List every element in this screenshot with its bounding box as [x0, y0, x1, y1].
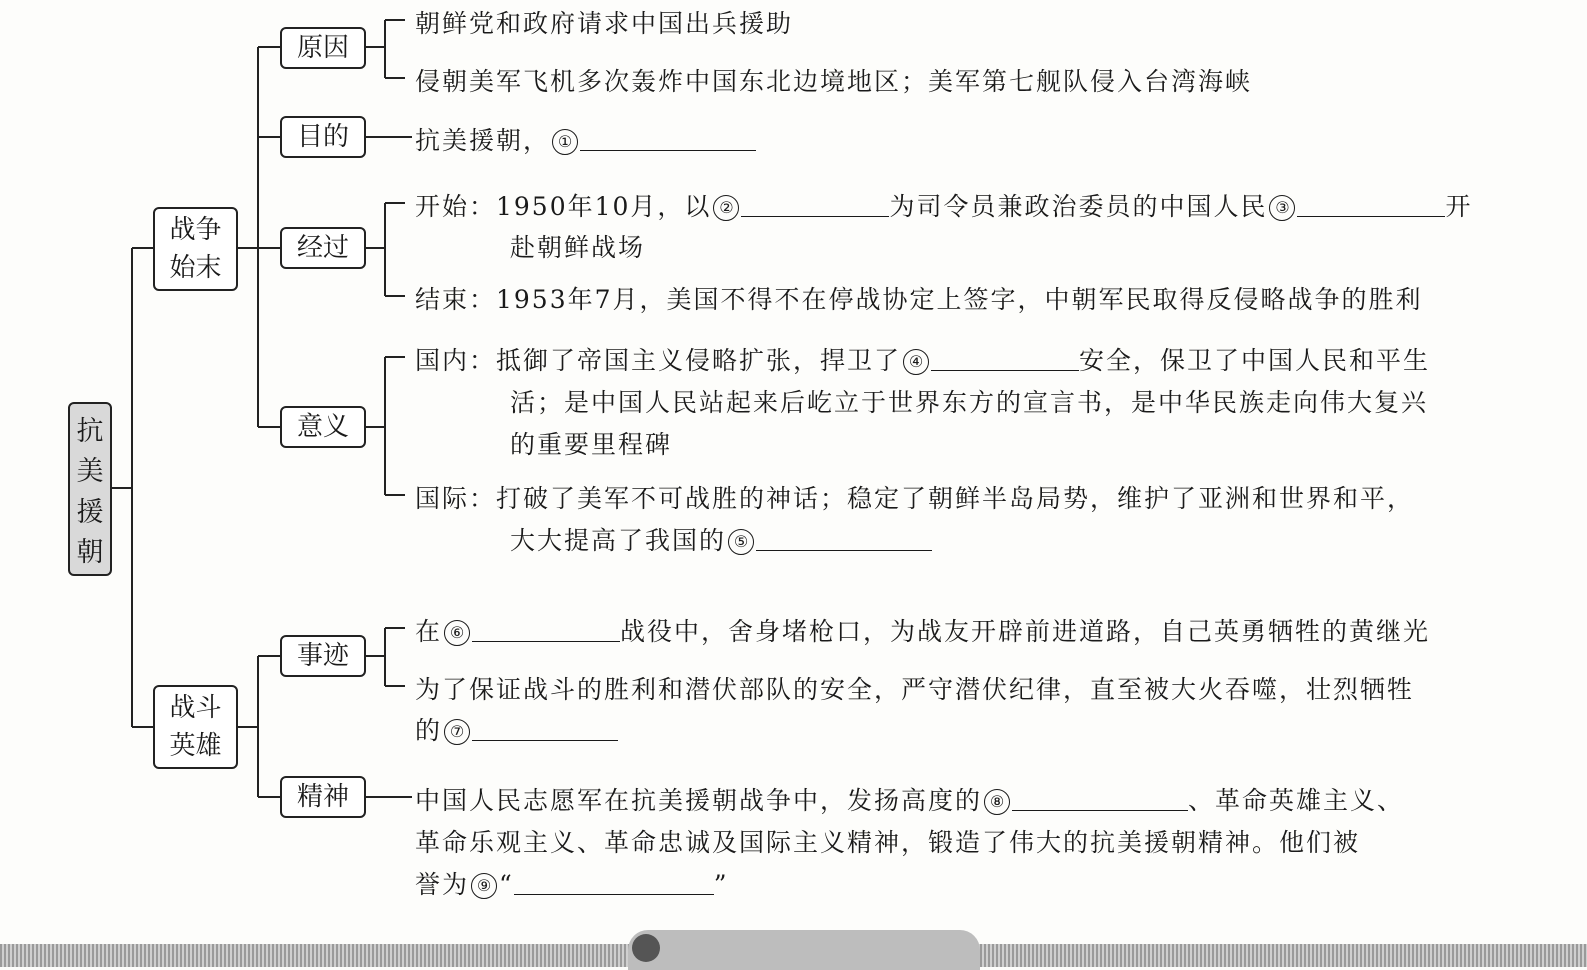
domestic-text-b: 安全，保卫了中国人民和平生: [1079, 346, 1431, 375]
footer-section-tab: [628, 930, 980, 970]
cause-line-1: 朝鲜党和政府请求中国出兵援助: [415, 9, 794, 38]
root-char: 朝: [76, 537, 104, 569]
blank-5[interactable]: [756, 528, 932, 551]
purpose-text: 抗美援朝，: [415, 126, 551, 155]
root-char: 抗: [76, 415, 104, 447]
spirit-line-2: 革命乐观主义、革命忠诚及国际主义精神，锻造了伟大的抗美援朝精神。他们被: [415, 828, 1361, 857]
international-line-1: 国际：打破了美军不可战胜的神话；稳定了朝鲜半岛局势，维护了亚洲和世界和平，: [415, 484, 1415, 513]
blank-7[interactable]: [472, 718, 618, 741]
blank-9[interactable]: [514, 872, 714, 895]
end-line: 结束：1953年7月，美国不得不在停战协定上签字，中朝军民取得反侵略战争的胜利: [415, 285, 1423, 314]
node-deeds: 事迹: [280, 635, 366, 677]
footer-dot-icon: [632, 934, 660, 962]
spirit-text-d: 誉为: [415, 870, 470, 899]
blank-8[interactable]: [1012, 788, 1188, 811]
spirit-text-b: 、革命英雄主义、: [1188, 786, 1405, 815]
deed2-text-b: 的: [415, 716, 443, 745]
blank-3[interactable]: [1297, 194, 1445, 217]
spirit-line-1: [415, 781, 1404, 817]
domestic-text-a: 国内：抵御了帝国主义侵略扩张，捍卫了: [415, 346, 902, 375]
spirit-text-a: 中国人民志愿军在抗美援朝战争中，发扬高度的: [415, 786, 983, 815]
marker-8: ⑧: [984, 789, 1010, 815]
marker-1: ①: [552, 129, 578, 155]
start-line-2: 赴朝鲜战场: [510, 233, 646, 262]
deed-line-1: [415, 612, 1430, 648]
start-text-b: 为司令员兼政治委员的中国人民: [889, 192, 1268, 221]
domestic-line-2: 活；是中国人民站起来后屹立于世界东方的宣言书，是中华民族走向伟大复兴: [510, 388, 1429, 417]
branch-combat-heroes: 战斗 英雄: [153, 685, 238, 769]
spirit-line-3: [415, 865, 729, 901]
deed1-text-a: 在: [415, 617, 443, 646]
domestic-line-1: [415, 341, 1430, 377]
international-text-b: 大大提高了我国的: [510, 526, 727, 555]
node-process: 经过: [280, 227, 366, 269]
blank-1[interactable]: [580, 128, 756, 151]
marker-5: ⑤: [728, 529, 754, 555]
node-spirit: 精神: [280, 776, 366, 818]
marker-7: ⑦: [444, 719, 470, 745]
node-cause: 原因: [280, 27, 366, 69]
branch-war-course: 战争 始末: [153, 207, 238, 291]
quote-close: ”: [713, 870, 729, 899]
start-line: [415, 187, 1472, 223]
root-box-kangmei-yuanchao: [68, 402, 112, 576]
blank-2[interactable]: [741, 194, 889, 217]
root-char: 美: [76, 456, 104, 488]
marker-9: ⑨: [471, 873, 497, 899]
node-purpose: 目的: [280, 116, 366, 158]
node-meaning: 意义: [280, 406, 366, 448]
root-char: 援: [76, 496, 104, 528]
deed1-text-b: 战役中，舍身堵枪口，为战友开辟前进道路，自己英勇牺牲的黄继光: [620, 617, 1431, 646]
marker-3: ③: [1269, 195, 1295, 221]
deed-line-3: [415, 711, 618, 747]
marker-2: ②: [713, 195, 739, 221]
quote-open: “: [499, 870, 514, 899]
blank-4[interactable]: [931, 348, 1079, 371]
cause-line-2: 侵朝美军飞机多次轰炸中国东北边境地区；美军第七舰队侵入台湾海峡: [415, 67, 1253, 96]
start-text-c: 开: [1445, 192, 1473, 221]
purpose-line: [415, 121, 756, 157]
marker-6: ⑥: [444, 620, 470, 646]
marker-4: ④: [903, 349, 929, 375]
deed-line-2: 为了保证战斗的胜利和潜伏部队的安全，严守潜伏纪律，直至被大火吞噬，壮烈牺牲: [415, 675, 1415, 704]
domestic-line-3: 的重要里程碑: [510, 430, 673, 459]
blank-6[interactable]: [472, 619, 620, 642]
international-line-2: [510, 521, 932, 557]
start-text-a: 开始：1950年10月，以: [415, 192, 712, 221]
